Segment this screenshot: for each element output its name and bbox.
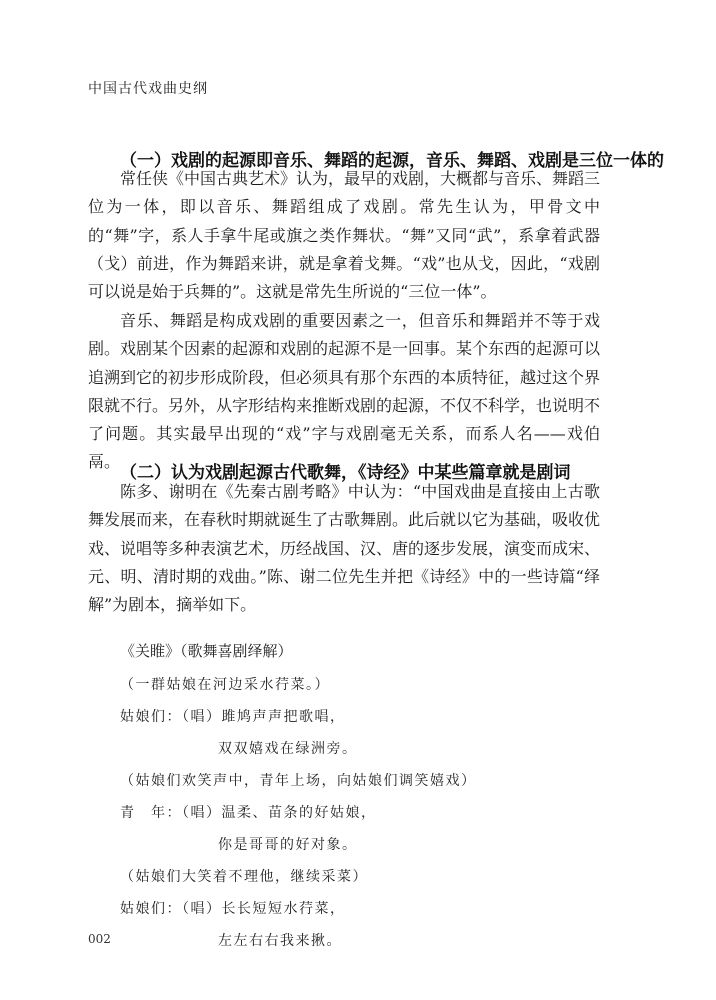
running-head: 中国古代戏曲史纲 <box>88 81 208 97</box>
page-number: 002 <box>88 932 111 946</box>
paragraph-2: 音乐、舞蹈是构成戏剧的重要因素之一，但音乐和舞蹈并不等于戏剧。戏剧某个因素的起源和戏剧的起源不是一回事。某个东西的起源可以追溯到它的初步形成阶段，但必须具有那个东西的本质特征，越过这个界限就不行。另外，从字形结构来推断戏剧的起源，不仅不科学，也说明不了问题。其实最早出现的“戏”字与戏剧毫无关系，而系人名——戏伯鬲。 <box>88 311 601 472</box>
section-heading-2: （二）认为戏剧起源古代歌舞，《诗经》中某些篇章就是剧词 <box>120 463 571 483</box>
script-line: 你是哥哥的好对象。 <box>218 837 358 853</box>
stage-direction: （姑娘们欢笑声中，青年上场，向姑娘们调笑嬉戏） <box>120 773 477 789</box>
section-heading-1: （一）戏剧的起源即音乐、舞蹈的起源，音乐、舞蹈、戏剧是三位一体的 <box>120 151 664 171</box>
script-line: 左左右右我来揪。 <box>218 933 342 949</box>
stage-direction: （一群姑娘在河边采水荇菜。） <box>120 677 330 693</box>
paragraph-1: 常任侠《中国古典艺术》认为，最早的戏剧，大概都与音乐、舞蹈三位为一体，即以音乐、舞蹈组成了戏剧。常先生认为，甲骨文中的“舞”字，系人手拿牛尾或旗之类作舞状。“舞”又同“武”，系拿着武器（戈）前进，作为舞蹈来讲，就是拿着戈舞。“戏”也从戈，因此，“戏剧可以说是始于兵舞的”。这就是常先生所说的“三位一体”。 <box>88 169 601 302</box>
script-line: 双双嬉戏在绿洲旁。 <box>218 741 358 757</box>
script-line: 姑娘们：（唱）雎鸠声声把歌唱， <box>120 709 346 725</box>
paragraph-3: 陈多、谢明在《先秦古剧考略》中认为：“中国戏曲是直接由上古歌舞发展而来，在春秋时期就诞生了古歌舞剧。此后就以它为基础，吸收优戏、说唱等多种表演艺术，历经战国、汉、唐的逐步发展，演变而成宋、元、明、清时期的戏曲。”陈、谢二位先生并把《诗经》中的一些诗篇“绎解”为剧本，摘举如下。 <box>88 482 601 615</box>
script-title: 《关睢》（歌舞喜剧绎解） <box>120 642 293 660</box>
script-line: 姑娘们：（唱）长长短短水荇菜， <box>120 901 346 917</box>
stage-direction: （姑娘们大笑着不理他，继续采菜） <box>120 869 368 885</box>
script-line: 青 年：（唱）温柔、苗条的好姑娘， <box>120 805 377 821</box>
